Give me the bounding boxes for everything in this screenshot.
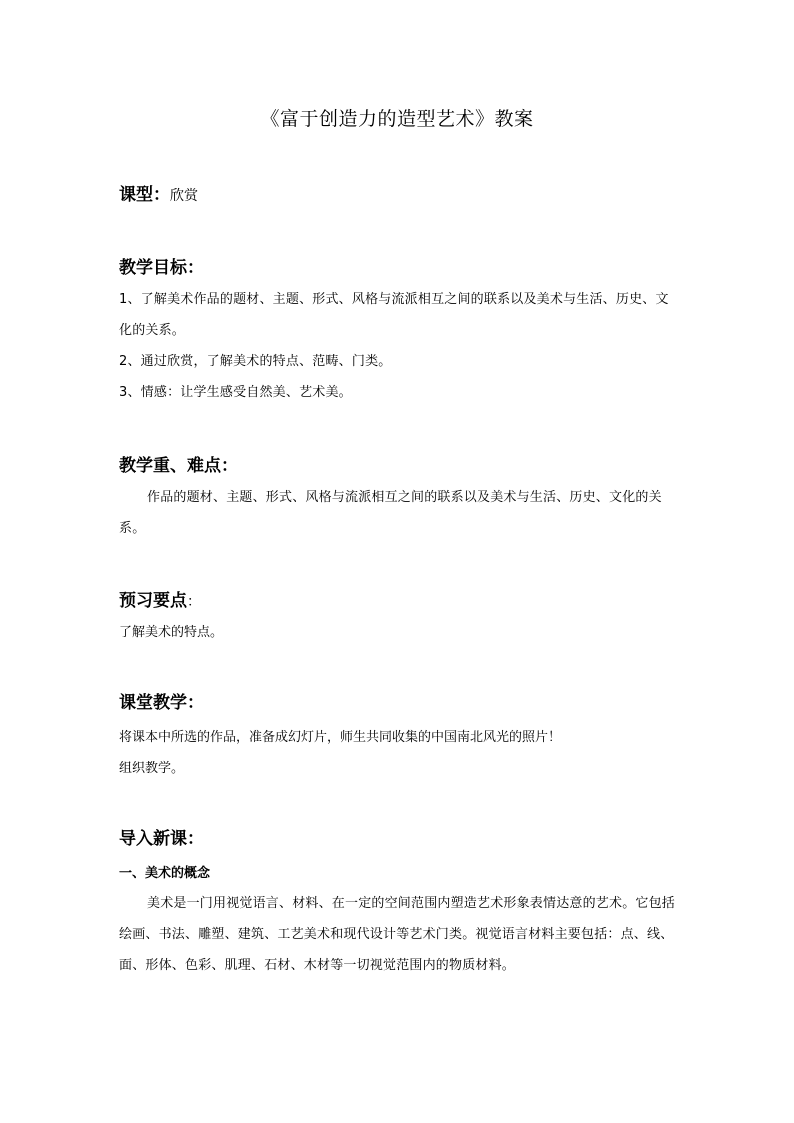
- preview-heading-suffix: ：: [187, 594, 201, 610]
- classroom-line-1: 将课本中所选的作品，准备成幻灯片，师生共同收集的中国南北风光的照片！: [119, 730, 562, 745]
- intro-text: 美术是一门用视觉语言、材料、在一定的空间范围内塑造艺术形象表情达意的艺术。它包括绘画、书法、雕塑、建筑、工艺美术和现代设计等艺术门类。视觉语言材料主要包括：点、线、面、形体、色彩、肌理、石材、木材等一切视觉范围内的物质材料。: [119, 896, 676, 973]
- objectives-heading: 教学目标：: [119, 258, 204, 278]
- classroom-heading: 课堂教学：: [119, 693, 204, 713]
- preview-heading-line: [119, 586, 201, 611]
- document-title: 《富于创造力的造型艺术》教案: [260, 108, 534, 130]
- objective-item-2: 2、通过欣赏，了解美术的特点、范畴、门类。: [119, 354, 392, 369]
- objective-item-3: 3、情感：让学生感受自然美、艺术美。: [119, 385, 352, 400]
- key-points-text: 作品的题材、主题、形式、风格与流派相互之间的联系以及美术与生活、历史、文化的关系。: [119, 490, 662, 536]
- lesson-type-value: 欣赏: [170, 188, 198, 204]
- objective-item-1: 1、了解美术作品的题材、主题、形式、风格与流派相互之间的联系以及美术与生活、历史、文化的关系。: [119, 292, 669, 338]
- preview-text: 了解美术的特点。: [119, 625, 224, 640]
- intro-heading: 导入新课：: [119, 829, 204, 849]
- objectives-list: [119, 284, 679, 408]
- lesson-type-line: [119, 180, 198, 205]
- lesson-type-label: 课型：: [119, 185, 170, 205]
- intro-subheading: 一、美术的概念: [119, 866, 211, 881]
- preview-heading: 预习要点: [119, 591, 187, 611]
- classroom-line-2: 组织教学。: [119, 761, 185, 776]
- key-points-heading: 教学重、难点：: [119, 456, 238, 476]
